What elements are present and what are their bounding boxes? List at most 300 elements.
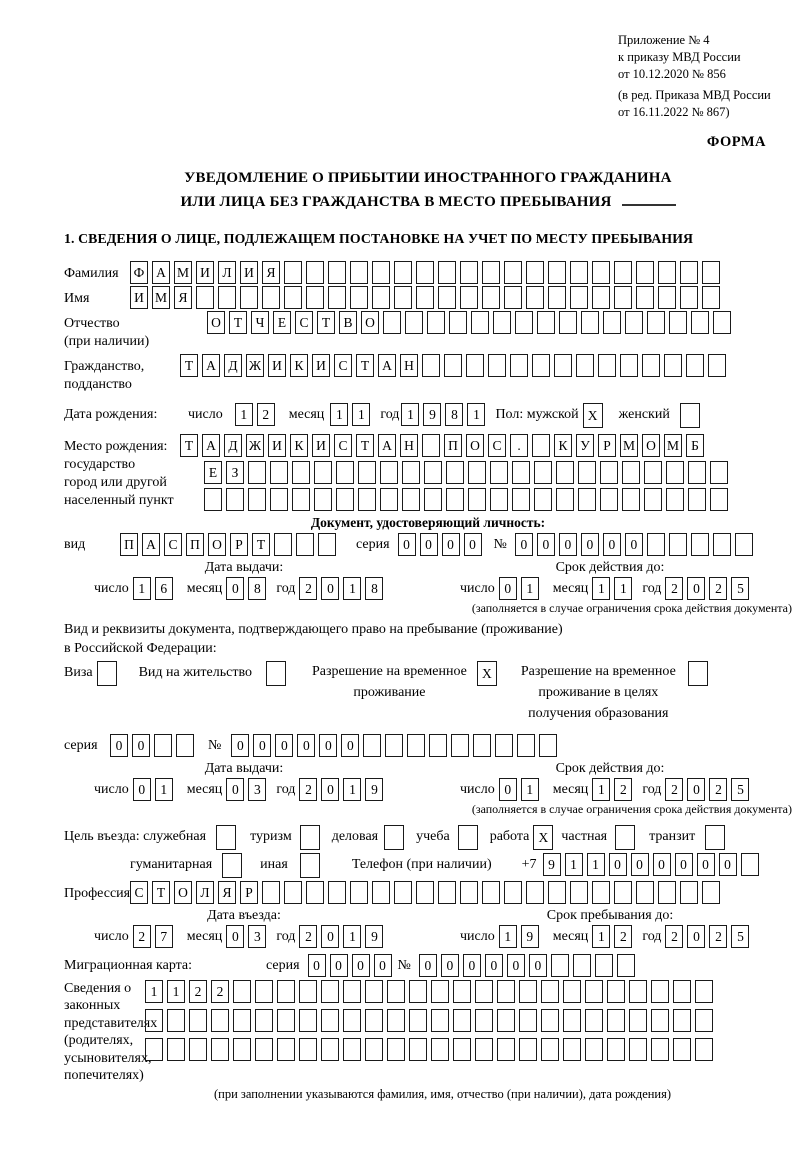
char-box[interactable] [585, 1038, 603, 1061]
char-box[interactable]: Т [317, 311, 335, 334]
char-box[interactable] [651, 1038, 669, 1061]
char-box[interactable]: 0 [687, 925, 705, 948]
char-box[interactable] [490, 488, 508, 511]
char-box[interactable] [468, 461, 486, 484]
char-box[interactable] [595, 954, 613, 977]
char-box[interactable]: 0 [719, 853, 737, 876]
char-box[interactable] [673, 980, 691, 1003]
char-box[interactable]: Т [252, 533, 270, 556]
char-box[interactable] [512, 461, 530, 484]
char-box[interactable]: С [164, 533, 182, 556]
char-box[interactable]: 0 [463, 954, 481, 977]
char-box[interactable] [622, 461, 640, 484]
char-box[interactable] [387, 1038, 405, 1061]
char-box[interactable] [216, 825, 236, 850]
char-box[interactable] [176, 734, 194, 757]
char-box[interactable] [713, 533, 731, 556]
char-box[interactable]: Т [180, 434, 198, 457]
char-box[interactable]: Ж [246, 434, 264, 457]
char-box[interactable] [262, 286, 280, 309]
char-box[interactable] [189, 1009, 207, 1032]
char-box[interactable]: 0 [398, 533, 416, 556]
char-box[interactable] [409, 1009, 427, 1032]
char-box[interactable] [394, 261, 412, 284]
char-box[interactable]: И [312, 434, 330, 457]
char-box[interactable] [380, 488, 398, 511]
char-box[interactable] [614, 261, 632, 284]
char-box[interactable] [284, 286, 302, 309]
char-box[interactable] [365, 1038, 383, 1061]
char-box[interactable]: К [290, 434, 308, 457]
char-box[interactable]: 0 [687, 778, 705, 801]
char-box[interactable] [680, 881, 698, 904]
char-box[interactable]: З [226, 461, 244, 484]
char-box[interactable] [504, 881, 522, 904]
char-box[interactable]: Д [224, 354, 242, 377]
char-box[interactable]: 0 [464, 533, 482, 556]
char-box[interactable] [519, 980, 537, 1003]
char-box[interactable]: 3 [248, 778, 266, 801]
char-box[interactable] [270, 461, 288, 484]
char-box[interactable] [211, 1009, 229, 1032]
char-box[interactable] [497, 1038, 515, 1061]
char-box[interactable] [299, 980, 317, 1003]
char-box[interactable] [488, 354, 506, 377]
char-box[interactable] [510, 354, 528, 377]
char-box[interactable] [446, 461, 464, 484]
char-box[interactable] [394, 286, 412, 309]
char-box[interactable]: Б [686, 434, 704, 457]
char-box[interactable]: Р [598, 434, 616, 457]
char-box[interactable]: 0 [226, 577, 244, 600]
char-box[interactable] [145, 1009, 163, 1032]
char-box[interactable] [429, 734, 447, 757]
char-box[interactable] [416, 261, 434, 284]
char-box[interactable] [680, 261, 698, 284]
char-box[interactable] [666, 488, 684, 511]
char-box[interactable]: 0 [133, 778, 151, 801]
char-box[interactable] [556, 461, 574, 484]
char-box[interactable] [453, 1009, 471, 1032]
char-box[interactable]: В [339, 311, 357, 334]
char-box[interactable] [666, 461, 684, 484]
char-box[interactable] [438, 881, 456, 904]
char-box[interactable]: 2 [299, 925, 317, 948]
char-box[interactable]: П [444, 434, 462, 457]
char-box[interactable]: 2 [133, 925, 151, 948]
char-box[interactable] [460, 286, 478, 309]
char-box[interactable]: Л [218, 261, 236, 284]
char-box[interactable]: Т [356, 434, 374, 457]
char-box[interactable]: А [142, 533, 160, 556]
char-box[interactable] [570, 881, 588, 904]
char-box[interactable]: 1 [467, 403, 485, 426]
char-box[interactable] [446, 488, 464, 511]
char-box[interactable]: И [130, 286, 148, 309]
char-box[interactable] [629, 1009, 647, 1032]
char-box[interactable] [365, 980, 383, 1003]
char-box[interactable] [644, 461, 662, 484]
char-box[interactable]: 0 [529, 954, 547, 977]
char-box[interactable] [537, 311, 555, 334]
char-box[interactable] [422, 434, 440, 457]
char-box[interactable]: 1 [145, 980, 163, 1003]
char-box[interactable] [365, 1009, 383, 1032]
char-box[interactable] [644, 488, 662, 511]
char-box[interactable] [576, 354, 594, 377]
char-box[interactable]: Т [229, 311, 247, 334]
char-box[interactable] [475, 1009, 493, 1032]
char-box[interactable]: 0 [226, 778, 244, 801]
char-box[interactable]: И [312, 354, 330, 377]
char-box[interactable] [534, 488, 552, 511]
char-box[interactable] [416, 286, 434, 309]
char-box[interactable]: 2 [709, 778, 727, 801]
char-box[interactable] [409, 980, 427, 1003]
char-box[interactable] [266, 661, 286, 686]
char-box[interactable]: И [196, 261, 214, 284]
char-box[interactable] [255, 980, 273, 1003]
char-box[interactable] [710, 488, 728, 511]
char-box[interactable]: 1 [592, 577, 610, 600]
char-box[interactable] [218, 286, 236, 309]
char-box[interactable] [444, 354, 462, 377]
char-box[interactable]: 2 [189, 980, 207, 1003]
char-box[interactable]: 0 [653, 853, 671, 876]
char-box[interactable] [570, 261, 588, 284]
char-box[interactable] [274, 533, 292, 556]
char-box[interactable] [372, 881, 390, 904]
char-box[interactable] [629, 980, 647, 1003]
char-box[interactable] [314, 488, 332, 511]
char-box[interactable] [592, 286, 610, 309]
char-box[interactable] [292, 488, 310, 511]
char-box[interactable]: А [202, 434, 220, 457]
char-box[interactable] [493, 311, 511, 334]
char-box[interactable] [458, 825, 478, 850]
char-box[interactable] [735, 533, 753, 556]
char-box[interactable]: 3 [248, 925, 266, 948]
char-box[interactable] [343, 980, 361, 1003]
char-box[interactable]: 0 [374, 954, 392, 977]
char-box[interactable]: X [477, 661, 497, 686]
char-box[interactable] [741, 853, 759, 876]
char-box[interactable] [405, 311, 423, 334]
char-box[interactable] [451, 734, 469, 757]
char-box[interactable] [343, 1038, 361, 1061]
char-box[interactable] [328, 286, 346, 309]
char-box[interactable]: 7 [155, 925, 173, 948]
char-box[interactable] [321, 1009, 339, 1032]
char-box[interactable] [473, 734, 491, 757]
char-box[interactable] [167, 1038, 185, 1061]
char-box[interactable]: Т [152, 881, 170, 904]
char-box[interactable]: 8 [248, 577, 266, 600]
char-box[interactable] [145, 1038, 163, 1061]
char-box[interactable] [424, 461, 442, 484]
char-box[interactable] [532, 354, 550, 377]
char-box[interactable] [402, 488, 420, 511]
char-box[interactable]: 1 [521, 577, 539, 600]
char-box[interactable] [154, 734, 172, 757]
char-box[interactable] [358, 461, 376, 484]
char-box[interactable]: 0 [275, 734, 293, 757]
char-box[interactable] [490, 461, 508, 484]
char-box[interactable] [328, 261, 346, 284]
char-box[interactable]: О [466, 434, 484, 457]
char-box[interactable] [363, 734, 381, 757]
char-box[interactable]: О [642, 434, 660, 457]
char-box[interactable]: 1 [565, 853, 583, 876]
char-box[interactable] [647, 311, 665, 334]
char-box[interactable] [296, 533, 314, 556]
char-box[interactable] [620, 354, 638, 377]
char-box[interactable]: 1 [330, 403, 348, 426]
char-box[interactable] [453, 1038, 471, 1061]
char-box[interactable]: Ч [251, 311, 269, 334]
char-box[interactable]: 0 [110, 734, 128, 757]
char-box[interactable] [468, 488, 486, 511]
char-box[interactable]: 2 [709, 577, 727, 600]
char-box[interactable]: 5 [731, 778, 749, 801]
char-box[interactable]: 1 [343, 778, 361, 801]
char-box[interactable]: С [334, 434, 352, 457]
char-box[interactable] [314, 461, 332, 484]
char-box[interactable] [686, 354, 704, 377]
char-box[interactable] [702, 286, 720, 309]
char-box[interactable]: 0 [441, 954, 459, 977]
char-box[interactable] [636, 261, 654, 284]
char-box[interactable] [321, 980, 339, 1003]
char-box[interactable] [277, 980, 295, 1003]
char-box[interactable]: 8 [365, 577, 383, 600]
char-box[interactable] [416, 881, 434, 904]
char-box[interactable] [585, 980, 603, 1003]
char-box[interactable] [336, 461, 354, 484]
char-box[interactable]: 8 [445, 403, 463, 426]
char-box[interactable]: Д [224, 434, 242, 457]
char-box[interactable]: 1 [133, 577, 151, 600]
char-box[interactable] [541, 1038, 559, 1061]
char-box[interactable]: 1 [235, 403, 253, 426]
char-box[interactable]: 2 [211, 980, 229, 1003]
char-box[interactable] [471, 311, 489, 334]
char-box[interactable] [300, 825, 320, 850]
char-box[interactable] [380, 461, 398, 484]
char-box[interactable] [592, 261, 610, 284]
char-box[interactable]: 0 [352, 954, 370, 977]
char-box[interactable]: 0 [321, 577, 339, 600]
char-box[interactable] [497, 1009, 515, 1032]
char-box[interactable]: С [334, 354, 352, 377]
char-box[interactable]: М [152, 286, 170, 309]
char-box[interactable]: 0 [559, 533, 577, 556]
char-box[interactable]: Е [204, 461, 222, 484]
char-box[interactable]: С [295, 311, 313, 334]
char-box[interactable] [394, 881, 412, 904]
char-box[interactable] [504, 261, 522, 284]
char-box[interactable] [409, 1038, 427, 1061]
char-box[interactable] [548, 881, 566, 904]
char-box[interactable] [614, 881, 632, 904]
char-box[interactable] [387, 980, 405, 1003]
char-box[interactable]: 0 [697, 853, 715, 876]
char-box[interactable] [424, 488, 442, 511]
char-box[interactable] [691, 311, 709, 334]
char-box[interactable]: С [488, 434, 506, 457]
char-box[interactable]: 1 [592, 925, 610, 948]
char-box[interactable] [431, 1038, 449, 1061]
char-box[interactable] [277, 1038, 295, 1061]
char-box[interactable] [642, 354, 660, 377]
char-box[interactable]: 2 [299, 778, 317, 801]
char-box[interactable] [710, 461, 728, 484]
char-box[interactable] [343, 1009, 361, 1032]
char-box[interactable] [532, 434, 550, 457]
char-box[interactable] [460, 261, 478, 284]
char-box[interactable] [189, 1038, 207, 1061]
char-box[interactable] [387, 1009, 405, 1032]
char-box[interactable]: 0 [420, 533, 438, 556]
char-box[interactable] [658, 261, 676, 284]
char-box[interactable] [607, 1009, 625, 1032]
char-box[interactable]: 0 [253, 734, 271, 757]
char-box[interactable] [702, 881, 720, 904]
char-box[interactable]: К [290, 354, 308, 377]
char-box[interactable]: 0 [319, 734, 337, 757]
char-box[interactable] [669, 311, 687, 334]
char-box[interactable]: 0 [499, 778, 517, 801]
char-box[interactable] [438, 261, 456, 284]
char-box[interactable] [196, 286, 214, 309]
char-box[interactable]: Т [356, 354, 374, 377]
char-box[interactable] [262, 881, 280, 904]
char-box[interactable] [438, 286, 456, 309]
char-box[interactable]: 6 [155, 577, 173, 600]
char-box[interactable] [680, 286, 698, 309]
char-box[interactable]: 0 [321, 778, 339, 801]
char-box[interactable]: Я [174, 286, 192, 309]
char-box[interactable] [554, 354, 572, 377]
char-box[interactable]: 0 [341, 734, 359, 757]
char-box[interactable] [622, 488, 640, 511]
char-box[interactable] [651, 1009, 669, 1032]
char-box[interactable] [705, 825, 725, 850]
char-box[interactable] [573, 954, 591, 977]
char-box[interactable]: 0 [308, 954, 326, 977]
char-box[interactable]: 1 [343, 925, 361, 948]
char-box[interactable]: О [208, 533, 226, 556]
char-box[interactable] [669, 533, 687, 556]
char-box[interactable]: Ж [246, 354, 264, 377]
char-box[interactable]: 2 [614, 778, 632, 801]
char-box[interactable] [427, 311, 445, 334]
char-box[interactable]: 2 [257, 403, 275, 426]
char-box[interactable]: К [554, 434, 572, 457]
char-box[interactable] [372, 286, 390, 309]
char-box[interactable] [708, 354, 726, 377]
char-box[interactable]: Т [180, 354, 198, 377]
char-box[interactable] [526, 261, 544, 284]
char-box[interactable] [248, 488, 266, 511]
char-box[interactable] [431, 980, 449, 1003]
char-box[interactable] [695, 1038, 713, 1061]
char-box[interactable] [240, 286, 258, 309]
char-box[interactable] [292, 461, 310, 484]
char-box[interactable] [328, 881, 346, 904]
char-box[interactable]: 1 [592, 778, 610, 801]
char-box[interactable] [563, 1009, 581, 1032]
char-box[interactable] [222, 853, 242, 878]
char-box[interactable] [482, 286, 500, 309]
char-box[interactable] [607, 1038, 625, 1061]
char-box[interactable]: 1 [167, 980, 185, 1003]
char-box[interactable] [497, 980, 515, 1003]
char-box[interactable] [548, 286, 566, 309]
char-box[interactable] [431, 1009, 449, 1032]
char-box[interactable] [383, 311, 401, 334]
char-box[interactable] [402, 461, 420, 484]
char-box[interactable]: 0 [485, 954, 503, 977]
char-box[interactable]: 1 [155, 778, 173, 801]
char-box[interactable] [541, 980, 559, 1003]
char-box[interactable] [204, 488, 222, 511]
char-box[interactable]: 1 [352, 403, 370, 426]
char-box[interactable] [449, 311, 467, 334]
char-box[interactable] [541, 1009, 559, 1032]
char-box[interactable] [629, 1038, 647, 1061]
char-box[interactable] [277, 1009, 295, 1032]
char-box[interactable] [519, 1009, 537, 1032]
char-box[interactable]: 0 [442, 533, 460, 556]
char-box[interactable]: 0 [675, 853, 693, 876]
char-box[interactable] [658, 286, 676, 309]
char-box[interactable] [581, 311, 599, 334]
char-box[interactable]: 0 [687, 577, 705, 600]
char-box[interactable]: У [576, 434, 594, 457]
char-box[interactable] [578, 461, 596, 484]
char-box[interactable] [358, 488, 376, 511]
char-box[interactable] [563, 980, 581, 1003]
char-box[interactable] [495, 734, 513, 757]
char-box[interactable]: 0 [603, 533, 621, 556]
char-box[interactable]: М [620, 434, 638, 457]
char-box[interactable]: 0 [226, 925, 244, 948]
char-box[interactable] [695, 980, 713, 1003]
char-box[interactable]: 2 [709, 925, 727, 948]
char-box[interactable] [548, 261, 566, 284]
char-box[interactable] [306, 881, 324, 904]
char-box[interactable]: 0 [625, 533, 643, 556]
char-box[interactable] [688, 488, 706, 511]
char-box[interactable]: 0 [321, 925, 339, 948]
char-box[interactable] [673, 1038, 691, 1061]
char-box[interactable] [592, 881, 610, 904]
char-box[interactable]: Е [273, 311, 291, 334]
char-box[interactable]: 0 [132, 734, 150, 757]
char-box[interactable]: 2 [665, 577, 683, 600]
char-box[interactable] [688, 461, 706, 484]
char-box[interactable] [321, 1038, 339, 1061]
char-box[interactable]: 1 [343, 577, 361, 600]
char-box[interactable] [534, 461, 552, 484]
char-box[interactable]: 9 [423, 403, 441, 426]
char-box[interactable] [336, 488, 354, 511]
char-box[interactable] [482, 261, 500, 284]
char-box[interactable] [211, 1038, 229, 1061]
char-box[interactable] [466, 354, 484, 377]
char-box[interactable]: Н [400, 434, 418, 457]
